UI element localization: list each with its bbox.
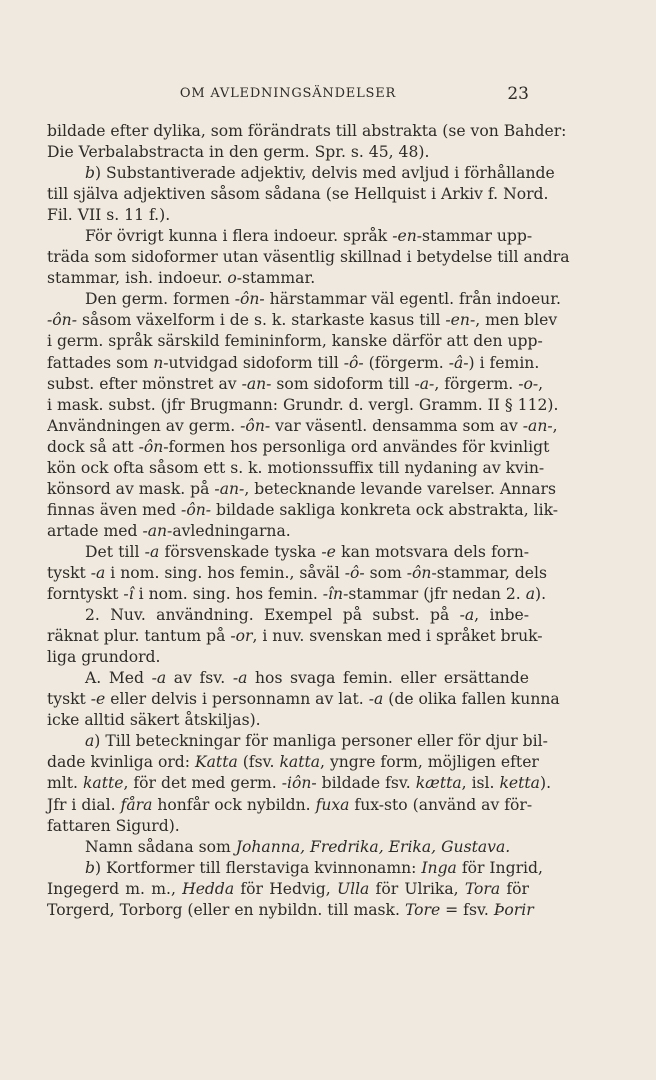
text-line: b) Kortformer till flerstaviga kvinnonamn: Inga för Ingrid, (85, 858, 543, 877)
text-line: Torgerd, Torborg (eller en nybildn. till mask. Tore = fsv. Þorir (47, 900, 534, 919)
page-header (47, 84, 529, 106)
text-line: subst. efter mönstret av -an- som sidoform till -a-, förgerm. -o-, (47, 374, 544, 393)
text-line: tyskt -e eller delvis i personnamn av lat. -a (de olika fallen kunna (47, 690, 560, 709)
text-line: finnas även med -ôn- bildade sakliga konkreta ock abstrakta, lik- (47, 500, 559, 519)
text-line: a) Till beteckningar för manliga personer eller för djur bil- (85, 732, 548, 751)
text-line: fattades som n-utvidgad sidoform till -ô- (förgerm. -â-) i femin. (47, 353, 540, 372)
text-line: Jfr i dial. fåra honfår ock nybildn. fuxa fux-sto (använd av för- (47, 795, 533, 814)
text-line: i germ. språk särskild femininform, kanske därför att den upp- (47, 332, 543, 351)
text-line: Ingegerd m. m., Hedda för Hedvig, Ulla för Ulrika, Tora för (47, 879, 529, 898)
text-line: bildade efter dylika, som förändrats till abstrakta (se von Bahder: (47, 122, 567, 140)
text-line: tyskt -a i nom. sing. hos femin., såväl -ô- som -ôn-stammar, dels (47, 563, 548, 582)
text-line: A. Med -a av fsv. -a hos svaga femin. eller ersättande (85, 669, 529, 688)
text-line: dock så att -ôn-formen hos personliga ord användes för kvinligt (47, 437, 550, 456)
text-line: Användningen av germ. -ôn- var väsentl. densamma som av -an-, (47, 416, 558, 435)
spaced-heading: Nuv. användning. (110, 606, 254, 625)
text-line: kön ock ofta såsom ett s. k. motionssuffix till nydaning av kvin- (47, 458, 545, 477)
text-line: b) Substantiverade adjektiv, delvis med avljud i förhållande (85, 164, 555, 183)
text-line: träda som sidoformer utan väsentlig skillnad i betydelse till andra (47, 248, 570, 267)
text-line: icke alltid säkert åtskiljas). (47, 711, 261, 730)
page-number: 23 (507, 84, 529, 104)
text-line: Die Verbalabstracta in den germ. Spr. s. 45, 48). (47, 143, 430, 162)
text-line: könsord av mask. på -an-, betecknande levande varelser. Annars (47, 479, 556, 498)
text-line: För övrigt kunna i flera indoeur. språk -en-stammar upp- (85, 227, 533, 246)
text-line: liga grundord. (47, 648, 161, 667)
text-line: Det till -a försvenskade tyska -e kan motsvara dels forn- (85, 542, 530, 561)
text-line: forntyskt -î i nom. sing. hos femin. -în-stammar (jfr nedan 2. a). (47, 585, 547, 604)
text-line: Fil. VII s. 11 f.). (47, 206, 171, 225)
text-line: 2. Nuv. användning. Exempel på subst. på -a, inbe- (85, 606, 529, 625)
body-text (47, 121, 570, 921)
text-line: fattaren Sigurd). (47, 816, 180, 835)
text-line: -ôn- såsom växelform i de s. k. starkaste kasus till -en-, men blev (47, 311, 558, 330)
text-line: räknat plur. tantum på -or, i nuv. svenskan med i språket bruk- (47, 627, 543, 646)
text-line: stammar, ish. indoeur. o-stammar. (47, 269, 316, 288)
text-line: artade med -an-avledningarna. (47, 521, 291, 540)
text-line: i mask. subst. (jfr Brugmann: Grundr. d. vergl. Gramm. II § 112). (47, 395, 559, 414)
text-line: till själva adjektiven såsom sådana (se Hellquist i Arkiv f. Nord. (47, 185, 549, 204)
text-line: mlt. katte, för det med germ. -iôn- bildade fsv. kætta, isl. ketta). (47, 774, 552, 793)
text-line: Namn sådana som Johanna, Fredrika, Erika, Gustava. (85, 837, 511, 856)
text-line: dade kvinliga ord: Katta (fsv. katta, yngre form, möjligen efter (47, 753, 539, 772)
text-line: Den germ. formen -ôn- härstammar väl egentl. från indoeur. (85, 290, 561, 309)
running-head: OM AVLEDNINGSÄNDELSER (179, 86, 397, 101)
